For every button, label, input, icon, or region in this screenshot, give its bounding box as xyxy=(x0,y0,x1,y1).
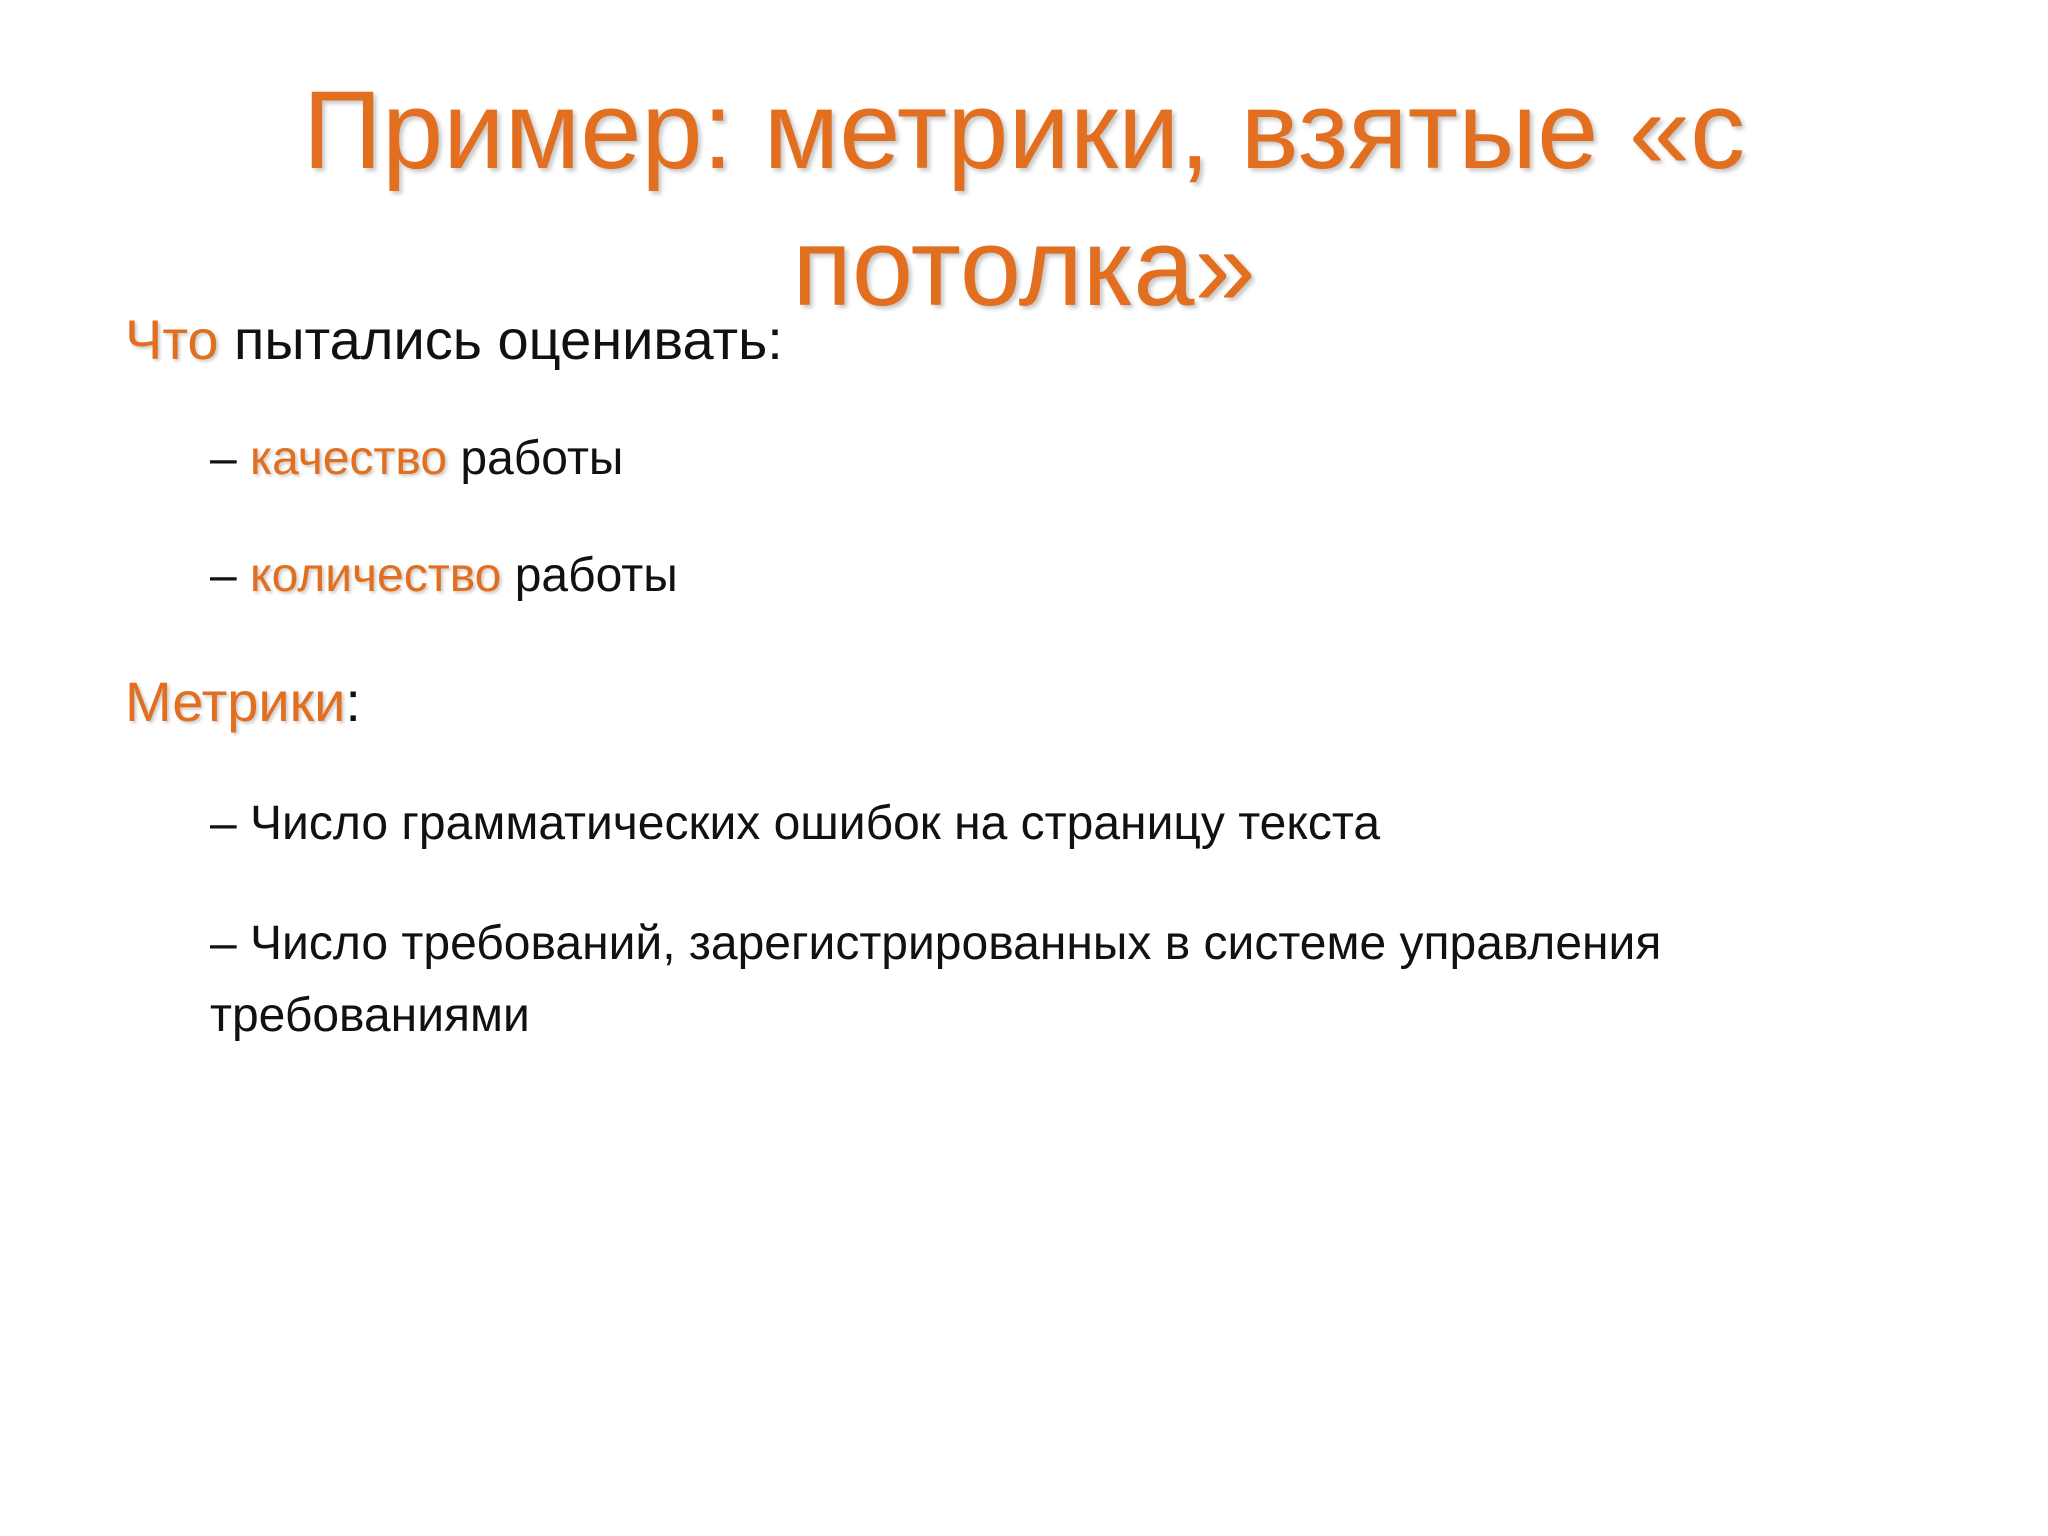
dash: – xyxy=(210,549,251,602)
quantity-rest: работы xyxy=(501,549,678,602)
what-rest: пытались оценивать: xyxy=(218,308,783,371)
dash: – xyxy=(210,432,251,485)
metrics-heading xyxy=(125,667,361,737)
what-item-quality xyxy=(210,428,623,490)
quantity-accent: количество xyxy=(250,549,502,602)
what-heading xyxy=(125,305,783,375)
metrics-rest: : xyxy=(345,670,361,733)
metric-item-grammar-errors: – Число грамматических ошибок на страницу текста xyxy=(210,797,1381,850)
slide-title-line-1: Пример: метрики, взятые «с xyxy=(302,69,1746,192)
quality-accent: качество xyxy=(250,432,448,485)
quality-rest: работы xyxy=(447,432,624,485)
what-accent: Что xyxy=(125,308,219,371)
slide-title xyxy=(0,62,2048,336)
metrics-accent: Метрики xyxy=(125,670,346,733)
what-item-quantity xyxy=(210,545,678,607)
metric-item-requirements: – Число требований, зарегистрированных в системе управления требованиями xyxy=(210,917,1662,1042)
slide-title-line-2: потолка» xyxy=(792,206,1256,329)
